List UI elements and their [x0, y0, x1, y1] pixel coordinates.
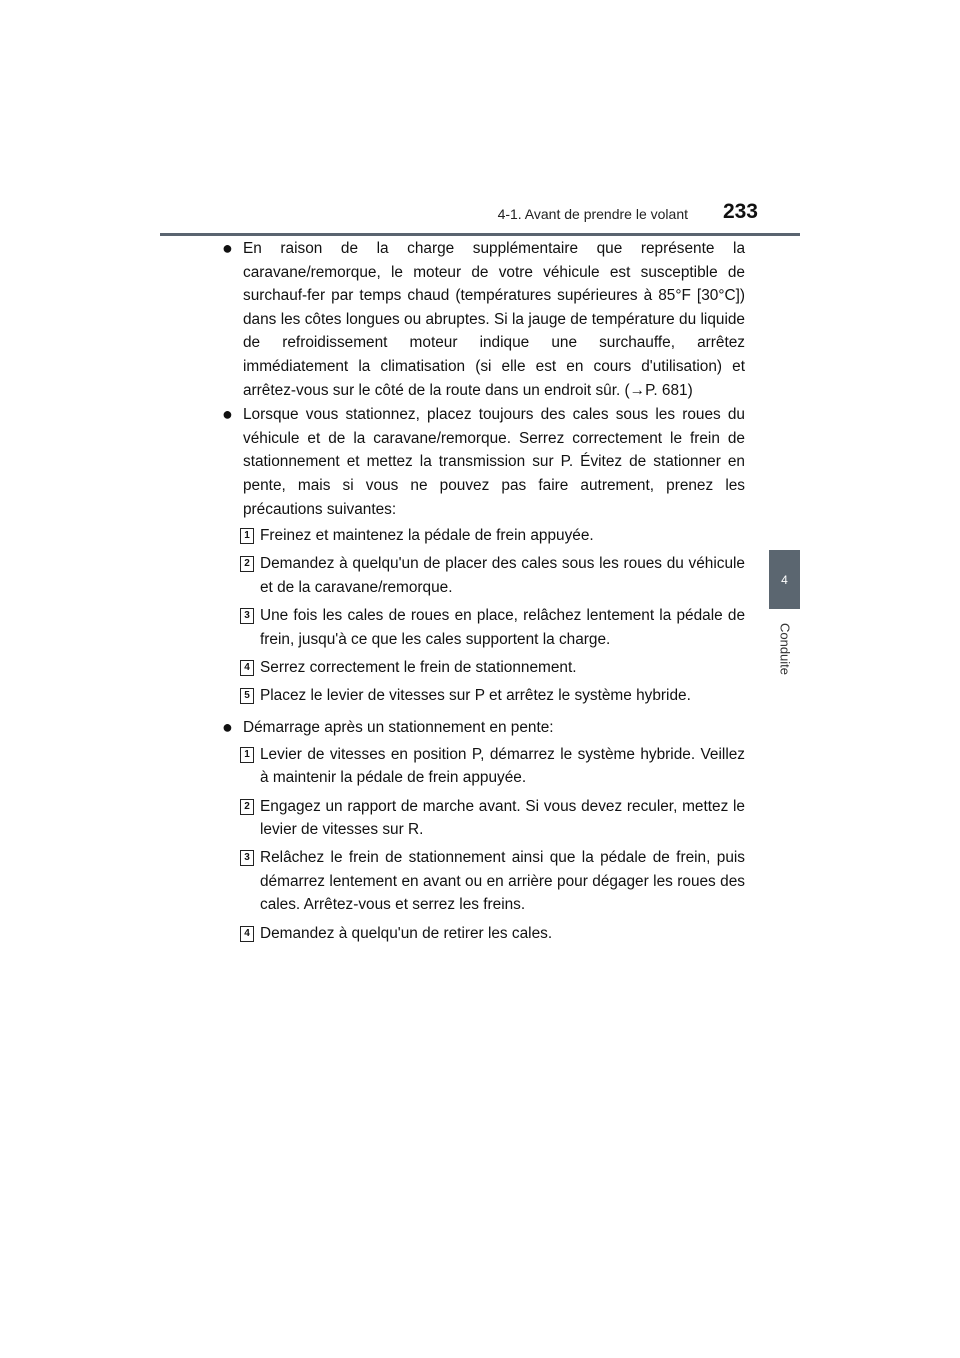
- step-number-box: 3: [240, 608, 254, 624]
- page-number: 233: [722, 200, 758, 223]
- bullet-text: Démarrage après un stationnement en pente:: [243, 719, 554, 737]
- main-content: [222, 237, 745, 950]
- bullet-icon: ●: [222, 238, 233, 258]
- section-title: 4-1. Avant de prendre le volant: [497, 206, 688, 222]
- step-text: Freinez et maintenez la pédale de frein appuyée.: [260, 527, 594, 545]
- step-text: Demandez à quelqu'un de retirer les cales.: [260, 924, 553, 942]
- bullet-icon: ●: [222, 404, 233, 425]
- step-item: [222, 684, 745, 708]
- step-number-box: 4: [240, 926, 254, 942]
- bullet-item: [222, 716, 745, 740]
- chapter-number: 4: [781, 572, 788, 587]
- step-number-box: 1: [240, 747, 254, 763]
- bullet-icon: ●: [222, 717, 233, 738]
- step-text: Une fois les cales de roues en place, relâchez lentement la pédale de frein, jusqu'à ce que les cales supportent la charge.: [260, 606, 745, 648]
- step-item: [222, 524, 745, 548]
- step-text: Levier de vitesses en position P, démarrez le système hybride. Veillez à maintenir la pédale de frein appuyée.: [260, 745, 745, 787]
- step-text: Serrez correctement le frein de stationnement.: [260, 658, 577, 676]
- bullet-item: [222, 403, 745, 521]
- step-item: [222, 846, 745, 917]
- header-divider: [160, 233, 800, 236]
- step-item: [222, 795, 745, 842]
- bullet-text: Lorsque vous stationnez, placez toujours des cales sous les roues du véhicule et de la caravane/remorque. Serrez correctement le frein de stationnement et mettez la transmission sur P. Évitez de stationner en pente, mais si vous ne pouvez pas faire autrement, prenez les précautions suivantes:: [243, 406, 745, 518]
- chapter-label-box: [771, 618, 799, 680]
- step-number-box: 5: [240, 688, 254, 704]
- chapter-label: Conduite: [777, 622, 793, 676]
- step-number-box: 3: [240, 850, 254, 866]
- bullet-text: En raison de la charge supplémentaire que représente la caravane/remorque, le moteur de votre véhicule est susceptible de surchauf-fer par temps chaud (températures supérieures à 85°F [30°C]) dans les côtes longues ou abruptes. Si la jauge de température du liquide de refroidissement moteur indique une surchauffe, arrêtez immédiatement la climatisation (si elle est en cours d'utilisation) et arrêtez-vous sur le côté de la route dans un endroit sûr. (→P. 681): [243, 240, 745, 399]
- step-text: Placez le levier de vitesses sur P et arrêtez le système hybride.: [260, 686, 691, 704]
- step-text: Relâchez le frein de stationnement ainsi que la pédale de frein, puis démarrez lentement en avant ou en arrière pour dégager les roues des cales. Arrêtez-vous et serrez les freins.: [260, 849, 745, 914]
- step-number-box: 4: [240, 660, 254, 676]
- step-list: [222, 743, 745, 945]
- step-text: Demandez à quelqu'un de placer des cales sous les roues du véhicule et de la caravane/remorque.: [260, 555, 745, 596]
- step-number-box: 2: [240, 799, 254, 815]
- step-item: [222, 656, 745, 680]
- bullet-item: [222, 237, 745, 402]
- step-number-box: 2: [240, 556, 254, 572]
- step-text: Engagez un rapport de marche avant. Si vous devez reculer, mettez le levier de vitesses sur R.: [260, 797, 745, 839]
- chapter-tab: [769, 550, 800, 609]
- step-item: [222, 743, 745, 790]
- page-header: [160, 200, 800, 236]
- step-item: [222, 922, 745, 946]
- step-number-box: 1: [240, 528, 254, 544]
- step-item: [222, 552, 745, 599]
- step-item: [222, 604, 745, 651]
- step-list: [222, 524, 745, 707]
